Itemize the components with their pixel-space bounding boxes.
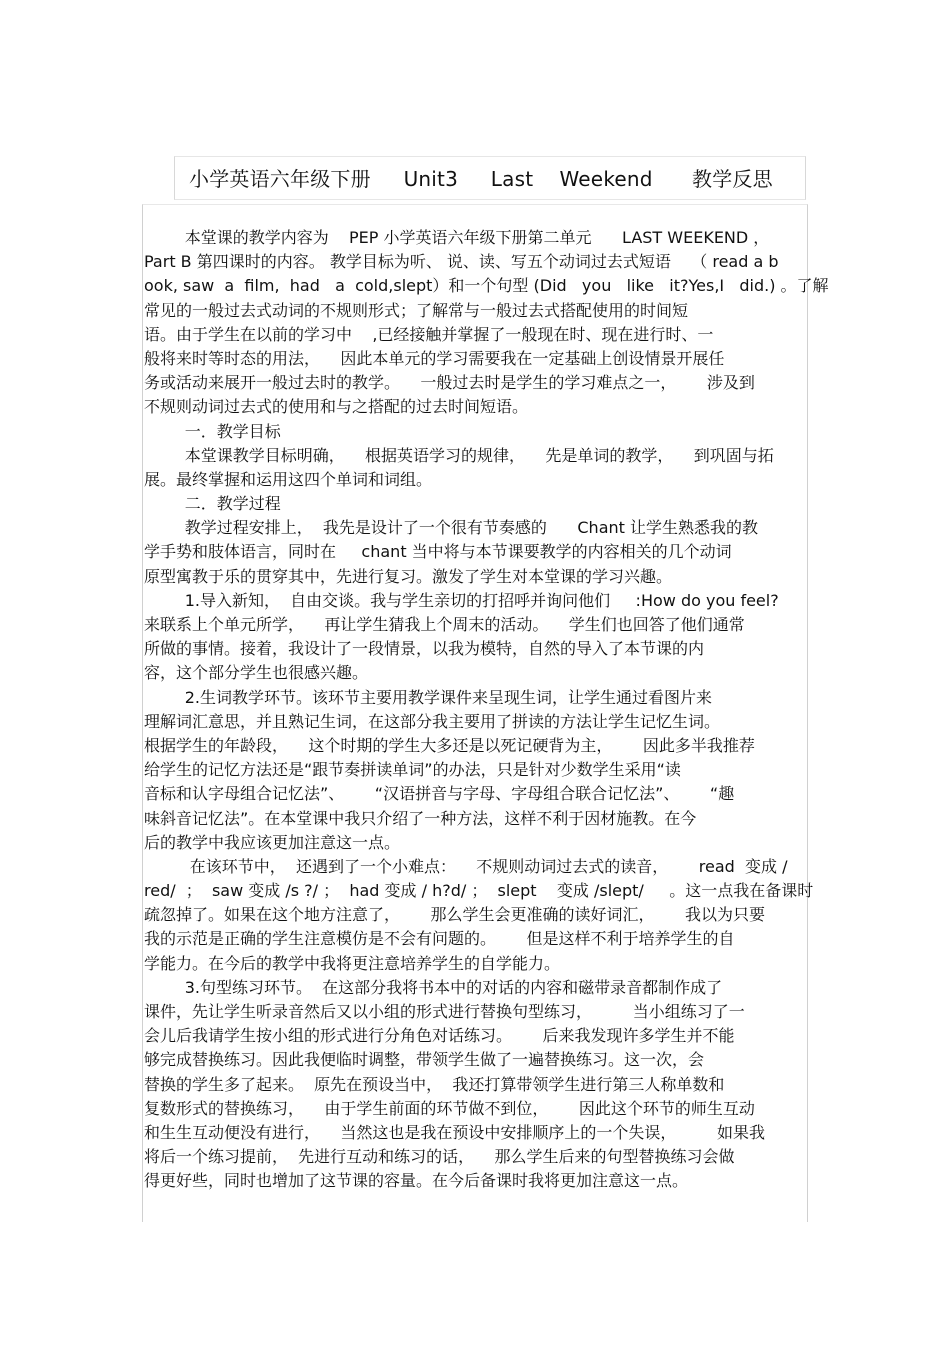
body-line: 容，这个部分学生也很感兴趣。 [144,663,369,683]
body-line: red/ ； saw 变成 /s ?/ ； had 变成 / h?d/ ； slept 变成 /slept/ 。这一点我在备课时 [144,881,814,901]
document-title: 小学英语六年级下册 Unit3 Last Weekend 教学反思 [189,167,773,191]
body-line: 给学生的记忆方法还是“跟节奏拼读单词”的办法，只是针对少数学生采用“读 [144,760,681,780]
body-line: 后的教学中我应该更加注意这一点。 [144,832,401,852]
body-line: 和生生互动便没有进行， 当然这也是我在预设中安排顺序上的一个失误， 如果我 [144,1122,766,1142]
document-body [144,226,829,1194]
body-line: 味斜音记忆法”。在本堂课中我只介绍了一种方法，这样不利于因材施教。在今 [144,808,697,828]
body-line: ook, saw a film, had a cold,slept）和一个句型 (Did you like it?Yes,I did.) 。了解 [144,276,829,296]
body-line: 复数形式的替换练习， 由于学生前面的环节做不到位， 因此这个环节的师生互动 [144,1098,755,1118]
body-line: 够完成替换练习。因此我便临时调整，带领学生做了一遍替换练习。这一次，会 [144,1050,705,1070]
body-line: 常见的一般过去式动词的不规则形式；了解常与一般过去式搭配使用的时间短 [144,300,689,320]
body-line: 将后一个练习提前， 先进行互动和练习的话， 那么学生后来的句型替换练习会做 [144,1147,735,1167]
body-line: 替换的学生多了起来。 原先在预设当中， 我还打算带领学生进行第三人称单数和 [144,1074,725,1094]
body-line: 3.句型练习环节。 在这部分我将书本中的对话的内容和磁带录音都制作成了 [144,977,723,997]
body-line: 在该环节中， 还遇到了一个小难点： 不规则动词过去式的读音， read 变成 / [144,856,788,876]
body-line: 我的示范是正确的学生注意模仿是不会有问题的。 但是这样不利于培养学生的自 [144,929,735,949]
title-box [174,156,806,200]
body-line: 1.导入新知， 自由交谈。我与学生亲切的打招呼并询问他们 :How do you feel? [144,590,779,610]
body-line: 会儿后我请学生按小组的形式进行分角色对话练习。 后来我发现许多学生并不能 [144,1026,735,1046]
body-line: 得更好些，同时也增加了这节课的容量。在今后备课时我将更加注意这一点。 [144,1171,689,1191]
body-line: 学能力。在今后的教学中我将更注意培养学生的自学能力。 [144,953,561,973]
body-line: 本堂课教学目标明确， 根据英语学习的规律， 先是单词的教学， 到巩固与拓 [144,445,774,465]
body-line: 音标和认字母组合记忆法”、 “汉语拼音与字母、字母组合联合记忆法”、 “趣 [144,784,735,804]
body-line: 疏忽掉了。如果在这个地方注意了， 那么学生会更准确的读好词汇， 我以为只要 [144,905,766,925]
body-line: 理解词汇意思，并且熟记生词，在这部分我主要用了拼读的方法让学生记忆生词。 [144,711,721,731]
body-line: 务或活动来展开一般过去时的教学。 一般过去时是学生的学习难点之一， 涉及到 [144,373,755,393]
body-line: 教学过程安排上， 我先是设计了一个很有节奏感的 Chant 让学生熟悉我的教 [144,518,758,538]
body-line: 来联系上个单元所学， 再让学生猜我上个周末的活动。 学生们也回答了他们通常 [144,615,745,634]
body-line: 展。最终掌握和运用这四个单词和词组。 [144,469,433,489]
body-line: 课件，先让学生听录音然后又以小组的形式进行替换句型练习， 当小组练习了一 [144,1002,745,1021]
body-line: 所做的事情。接着，我设计了一段情景，以我为模特，自然的导入了本节课的内 [144,639,705,659]
body-line: 2.生词教学环节。该环节主要用教学课件来呈现生词，让学生通过看图片来 [144,687,712,707]
body-line: 语。由于学生在以前的学习中 ,已经接触并掌握了一般现在时、现在进行时、一 [144,324,714,344]
body-line: 学手势和肢体语言，同时在 chant 当中将与本节课要教学的内容相关的几个动词 [144,542,732,562]
body-line: 原型寓教于乐的贯穿其中，先进行复习。激发了学生对本堂课的学习兴趣。 [144,566,673,586]
body-line: 本堂课的教学内容为 PEP 小学英语六年级下册第二单元 LAST WEEKEND ， [144,228,770,247]
body-line: 根据学生的年龄段， 这个时期的学生大多还是以死记硬背为主， 因此多半我推荐 [144,735,755,755]
body-line: 一．教学目标 [144,421,281,441]
body-line: 二．教学过程 [144,494,281,514]
body-line: 般将来时等时态的用法， 因此本单元的学习需要我在一定基础上创设情景开展任 [144,348,725,368]
body-line: 不规则动词过去式的使用和与之搭配的过去时间短语。 [144,397,529,417]
body-line: Part B 第四课时的内容。 教学目标为听、 说、读、写五个动词过去式短语 （ read a b [144,252,779,272]
